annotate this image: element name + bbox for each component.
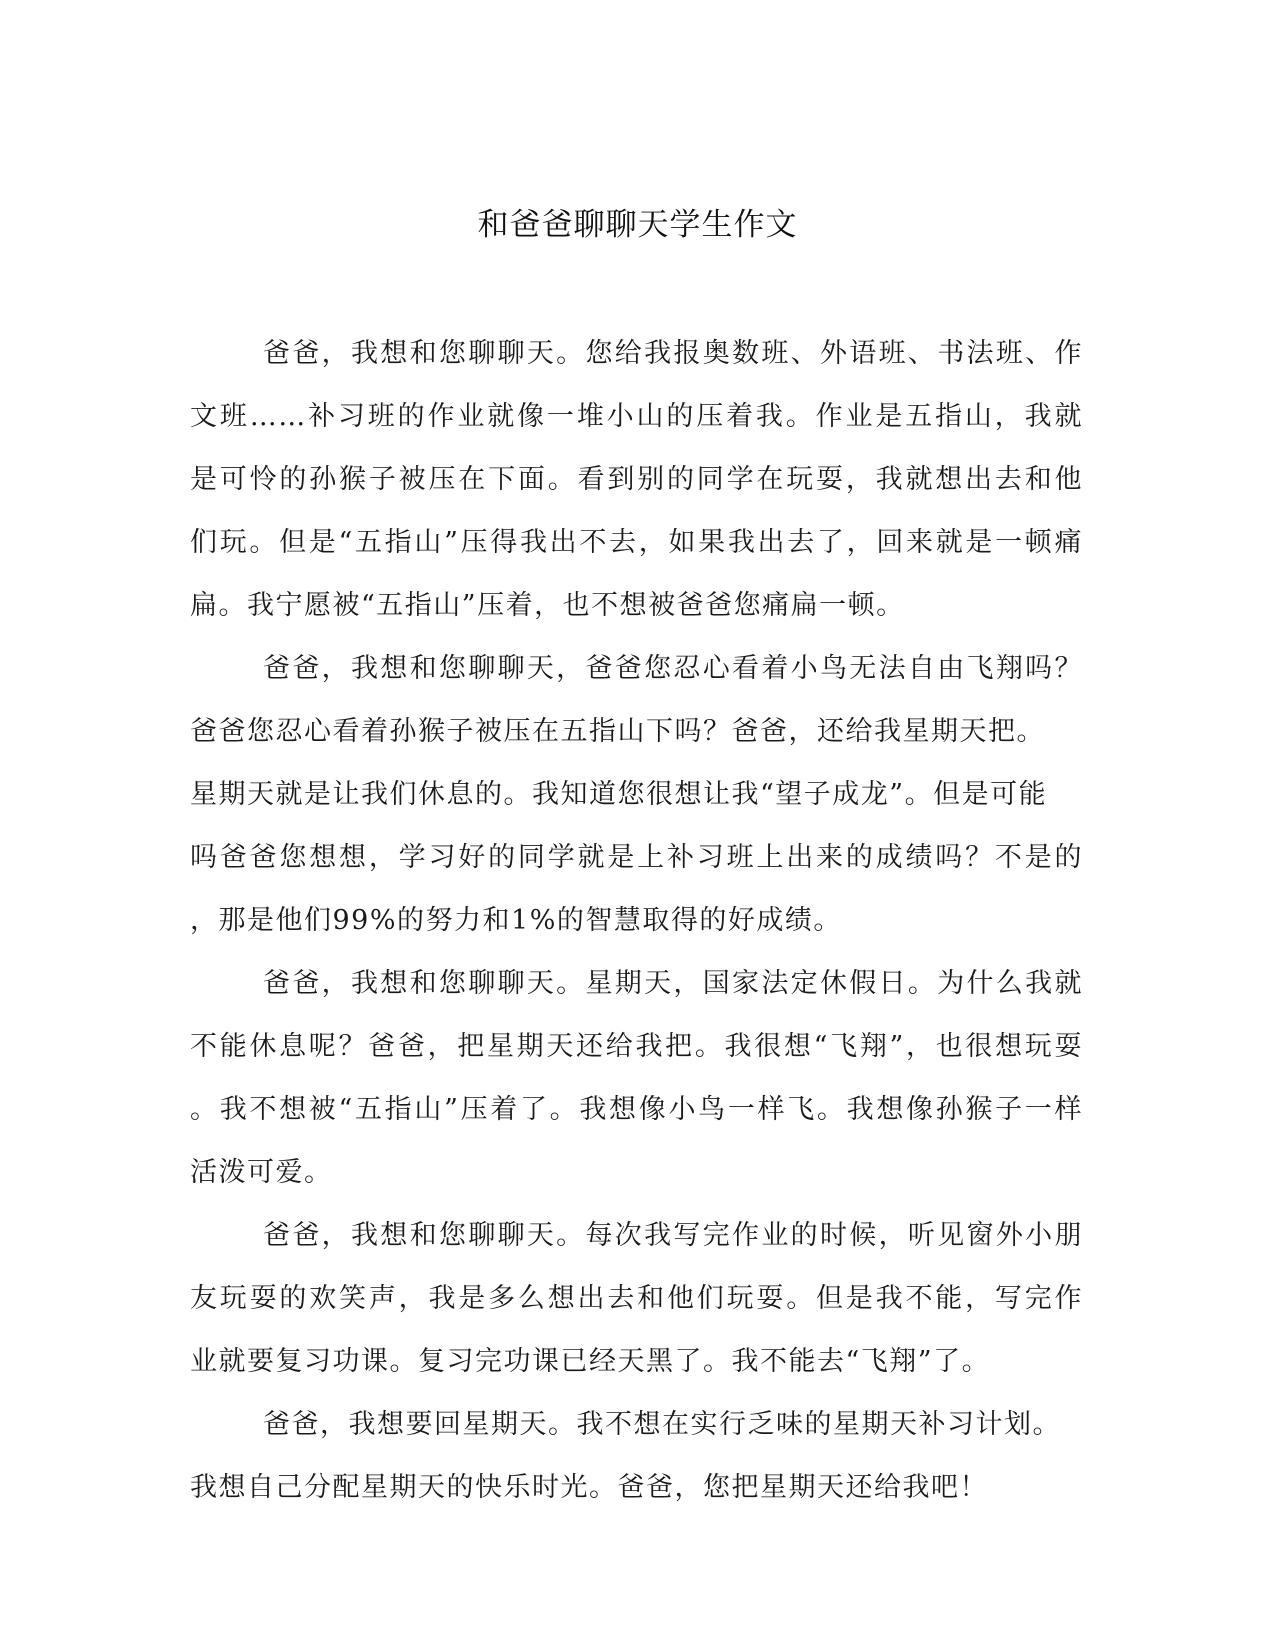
paragraph-4-line-2: 友玩耍的欢笑声，我是多么想出去和他们玩耍。但是我不能，写完作 [190, 1283, 1083, 1314]
paragraph-2-line-1: 爸爸，我想和您聊聊天，爸爸您忍心看着小鸟无法自由飞翔吗？ [263, 653, 1083, 684]
paragraph-3-line-3: 。我不想被“五指山”压着了。我想像小鸟一样飞。我想像孙猴子一样 [190, 1094, 1083, 1125]
paragraph-1-line-4: 们玩。但是“五指山”压得我出不去，如果我出去了，回来就是一顿痛 [190, 527, 1083, 558]
paragraph-3-line-4: 活泼可爱。 [190, 1157, 333, 1188]
paragraph-1-line-3: 是可怜的孙猴子被压在下面。看到别的同学在玩耍，我就想出去和他 [190, 464, 1083, 495]
paragraph-5-line-2: 我想自己分配星期天的快乐时光。爸爸，您把星期天还给我吧！ [190, 1472, 988, 1503]
paragraph-4-line-1: 爸爸，我想和您聊聊天。每次我写完作业的时候，听见窗外小朋 [263, 1220, 1083, 1251]
paragraph-5-line-1: 爸爸，我想要回星期天。我不想在实行乏味的星期天补习计划。 [263, 1409, 1061, 1440]
paragraph-1-line-2: 文班……补习班的作业就像一堆小山的压着我。作业是五指山，我就 [190, 401, 1083, 432]
paragraph-1-line-5: 扁。我宁愿被“五指山”压着，也不想被爸爸您痛扁一顿。 [190, 590, 905, 621]
paragraph-2-line-3: 星期天就是让我们休息的。我知道您很想让我“望子成龙”。但是可能 [190, 779, 1048, 810]
paragraph-4-line-3: 业就要复习功课。复习完功课已经天黑了。我不能去“飞翔”了。 [190, 1346, 991, 1377]
paragraph-2-line-5: ，那是他们99%的努力和1%的智慧取得的好成绩。 [190, 905, 842, 936]
essay-body [190, 322, 1083, 1519]
paragraph-2-line-4: 吗爸爸您想想，学习好的同学就是上补习班上出来的成绩吗？不是的 [190, 842, 1083, 873]
paragraph-3-line-2: 不能休息呢？爸爸，把星期天还给我把。我很想“飞翔”，也很想玩耍 [190, 1031, 1083, 1062]
document-title: 和爸爸聊聊天学生作文 [477, 207, 798, 243]
paragraph-2-line-2: 爸爸您忍心看着孙猴子被压在五指山下吗？爸爸，还给我星期天把。 [190, 716, 1045, 747]
paragraph-3-line-1: 爸爸，我想和您聊聊天。星期天，国家法定休假日。为什么我就 [263, 968, 1083, 999]
paragraph-1-line-1: 爸爸，我想和您聊聊天。您给我报奥数班、外语班、书法班、作 [263, 338, 1083, 369]
